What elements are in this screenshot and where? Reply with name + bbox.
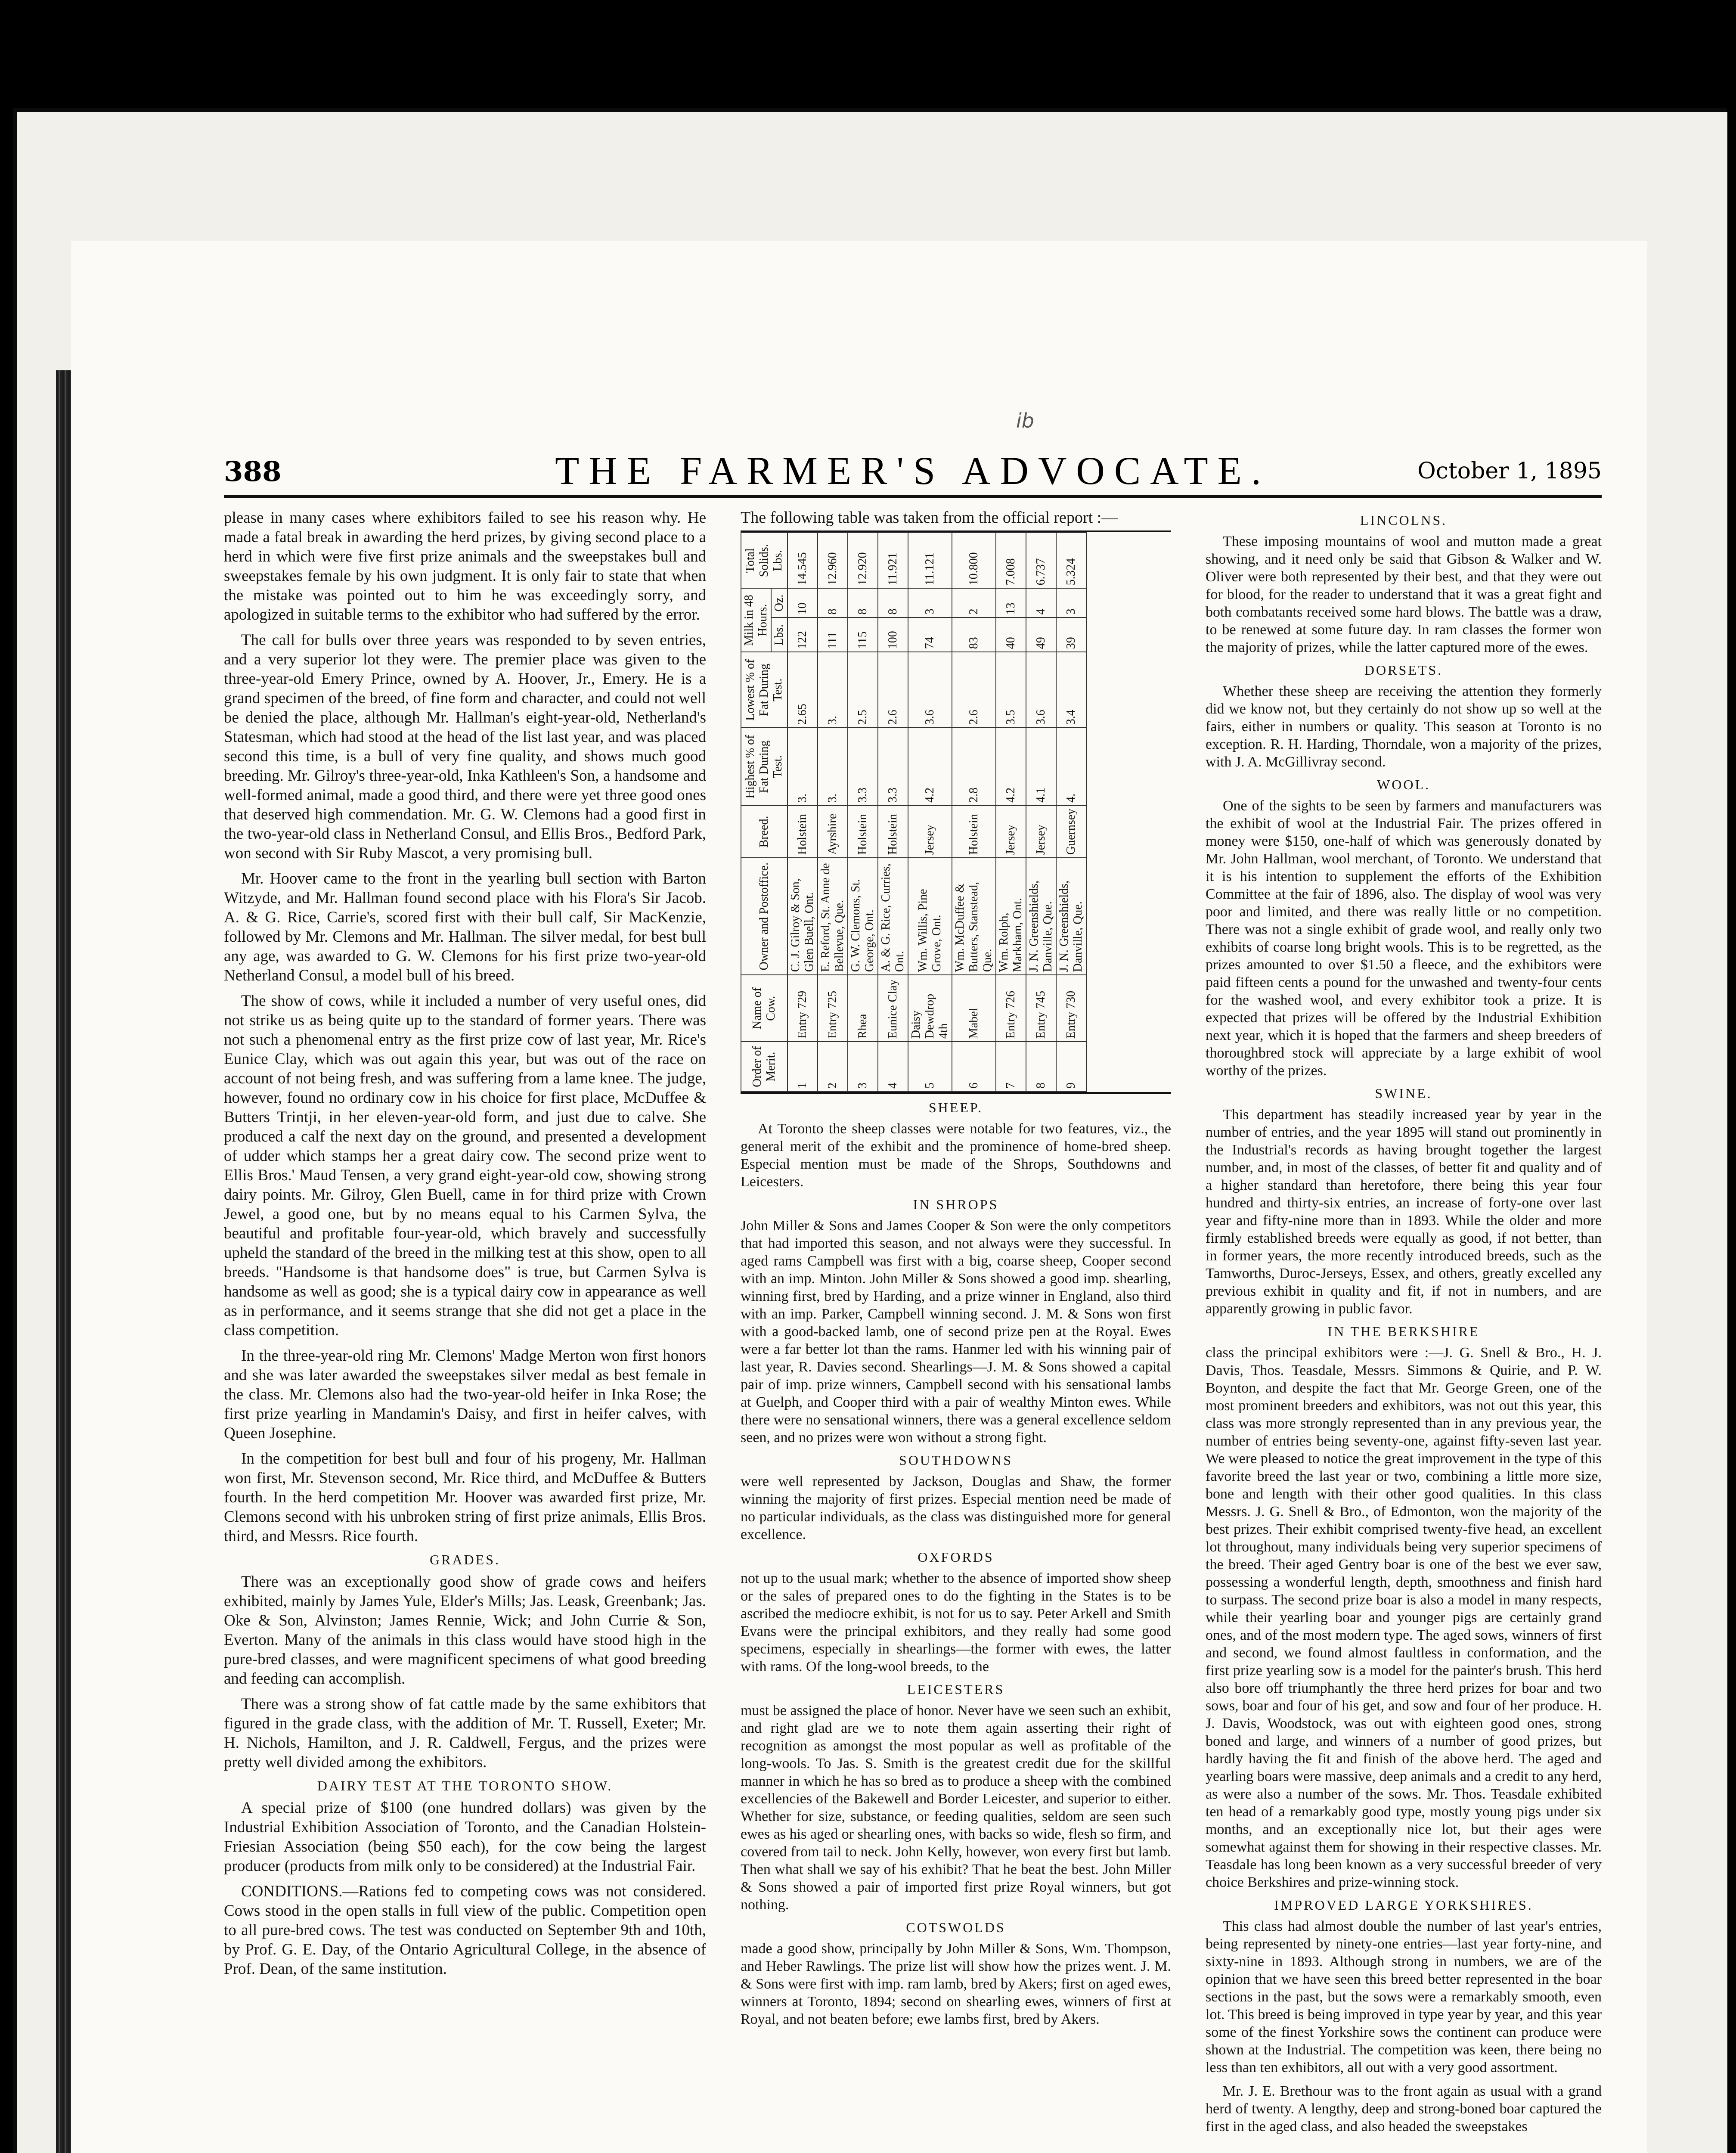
article-paragraph: Mr. Hoover came to the front in the yearling bull section with Barton Witzyde, and Mr. Hallman found second place with his Flora's Sir Jacob. A. & G. Rice, Carrie's, scored first with their bull calf, Sir MacKenzie, followed by Mr. Clemons and Mr. Hallman. The silver medal, for best bull any age, was awarded to G. W. Clemons for his first prize two-year-old Netherland Consul, a model bull of his breed. <box>224 870 706 984</box>
table-cell: 8 <box>1026 1042 1056 1092</box>
column-right <box>1206 508 1602 2141</box>
table-cell: 8 <box>818 588 848 617</box>
article-paragraph: In the competition for best bull and four of his progeny, Mr. Hallman won first, Mr. Stevenson second, Mr. Rice third, and McDuffee & Butters fourth. In the herd competition Mr. Hoover was awarded first prize, Mr. Clemons second with his unbroken string of first prize animals, Ellis Bros. third, and Messrs. Rice fourth. <box>224 1450 706 1545</box>
article-paragraph: The show of cows, while it included a number of very useful ones, did not strike us as being quite up to the standard of former years. There was not such a phenomenal entry as the first prize cow of last year, Mr. Rice's Eunice Clay, which was out again this year, but was out of the race on account of not being fresh, and was suffering from a lame knee. The judge, however, found no ordinary cow in his choice for first place, McDuffee & Butters Trintji, in her eleven-year-old form, and just due to calve. She produced a calf the next day on the ground, and presented a development of udder which stamps her a great dairy cow. The second prize went to Ellis Bros.' Maud Tensen, a very grand eight-year-old cow, showing strong dairy points. Mr. Gilroy, Glen Buell, came in for third prize with Crown Jewel, a good one, but by no means equal to his Carmen Sylva, the beautiful and profitable four-year-old, which bravely and successfully upheld the standard of the breed in the milking test at this show, open to all breeds. "Handsome is that handsome does" is true, but Carmen Sylva is handsome as well as good; she is a typical dairy cow in appearance as well as in performance, and it seems strange that she did not get a place in the class competition. <box>224 992 706 1339</box>
subheading-shrops: IN SHROPS <box>913 1197 999 1212</box>
table-cell: 2.65 <box>787 652 818 728</box>
table-cell: Wm. McDuffee & Butters, Stanstead, Que. <box>952 858 996 975</box>
table-cell: 4.2 <box>996 728 1026 806</box>
table-row <box>848 533 878 1092</box>
table-cell: 11.121 <box>908 533 952 588</box>
table-row <box>1056 533 1086 1092</box>
table-cell: G. W. Clemons, St. George, Ont. <box>848 858 878 975</box>
article-paragraph: were well represented by Jackson, Douglas and Shaw, the former winning the majority of first prizes. Especial mention need be made of no particular individuals, as the class was distinguished more for general excellence. <box>741 1474 1171 1542</box>
table-cell: 6 <box>952 1042 996 1092</box>
subheading-cotswolds: COTSWOLDS <box>906 1920 1006 1935</box>
table-cell: Mabel <box>952 975 996 1042</box>
table-header-cell: Oz. <box>771 588 787 617</box>
table-row <box>787 533 818 1092</box>
table-cell: 5.324 <box>1056 533 1086 588</box>
article-paragraph: This class had almost double the number of last year's entries, being represented by ninety-one entries—last year forty-nine, and sixty-nine in 1893. Although strong in numbers, we are of the opinion that we have seen this breed better represented in the boar sections in the past, but the sows were a remarkably smooth, even lot. This breed is being improved in type year by year, and this year some of the finest Yorkshire sows the continent can produce were shown at the Industrial. The competition was keen, there being no less than ten exhibitors, all out with a very good assortment. <box>1206 1918 1602 2075</box>
table-cell: 9 <box>1056 1042 1086 1092</box>
table-cell: 11.921 <box>878 533 908 588</box>
table-cell: 39 <box>1056 617 1086 652</box>
table-cell: Entry 730 <box>1056 975 1086 1042</box>
table-row <box>818 533 848 1092</box>
table-body <box>787 533 1086 1092</box>
issue-date: October 1, 1895 <box>1417 458 1602 484</box>
table-cell: Wm. Rolph, Markham, Ont. <box>996 858 1026 975</box>
dairy-test-table <box>741 532 1087 1092</box>
article-paragraph: These imposing mountains of wool and mutton made a great showing, and it need only be said that Gibson & Walker and W. Oliver were both represented by their best, and that they were out for blood, for the reader to understand that it was a great fight and both combatants received some hard blows. The battle was a draw, to be renewed at some future day. In ram classes the former won the majority of prizes, while the latter captured more of the ewes. <box>1206 534 1602 655</box>
table-cell: 2 <box>818 1042 848 1092</box>
table-header-cell: Lbs. <box>771 617 787 652</box>
table-cell: 4 <box>1026 588 1056 617</box>
article-paragraph: One of the sights to be seen by farmers and manufacturers was the exhibit of wool at the Industrial Fair. The prizes offered in money were $150, one-half of which was generously donated by Mr. John Hallman, wool merchant, of Toronto. We understand that it is his intention to supplement the efforts of the Exhibition Committee at the fair of 1896, also. The display of wool was very poor and limited, and there was really little or no competition. There was not a single exhibit of grade wool, and really only two exhibits of coarse long bright wools. This is to be regretted, as the prizes amounted to over $1.50 a fleece, and the exhibitors were paid fifteen cents a pound for the unwashed and twenty-four cents for the washed wool, and every exhibitor took a prize. It is expected that prizes will be offered by the Industrial Exhibition next year, which it is hoped that the farmers and sheep breeders of thoroughbred stock will appreciate by a large exhibit of wool worthy of the prizes. <box>1206 798 1602 1079</box>
table-row <box>1026 533 1056 1092</box>
article-paragraph: class the principal exhibitors were :—J. G. Snell & Bro., H. J. Davis, Thos. Teasdale, Messrs. Simmons & Quirie, and P. W. Boynton, and despite the fact that Mr. George Green, one of the most prominent breeders and exhibitors, was not out this year, this class was more strongly represented than in any previous year, the number of entries being seventy-one, against fifty-seven last year. We were pleased to notice the great improvement in the type of this favorite breed the last year or two, combining a little more size, bone and length with their other good qualities. In this class Messrs. J. G. Snell & Bro., of Edmonton, won the majority of the best prizes. Their exhibit comprised twenty-five head, an excellent lot throughout, many individuals being very superior specimens of the breed. Their aged Gentry boar is one of the best we ever saw, possessing a wonderful length, depth, smoothness and finish hard to surpass. The second prize boar is also a model in many respects, while their yearling boar and younger pigs are certainly grand ones, and of the most modern type. The aged sows, winners of first and second, we found almost faultless in conformation, and the first prize yearling sow is a model for the painter's brush. This herd also bore off triumphantly the three herd prizes for boar and two sows, boar and four of his get, and sow and four of her produce. H. J. Davis, Woodstock, was out with eighteen good ones, strong boned and large, and winners of a number of good prizes, but hardly having the fit and finish of the above herd. The aged and yearling boars were massive, deep animals and a credit to any herd, as were also a number of the sows. Mr. Thos. Teasdale exhibited ten head of a remarkably good type, mostly young pigs under six months, and an exceptionally nice lot, but their ages were somewhat against them for showing in their respective classes. Mr. Teasdale has long been known as a very successful breeder of very choice Berkshires and prize-winning stock. <box>1206 1345 1602 1890</box>
table-header-cell: Order of Merit. <box>741 1042 787 1092</box>
table-cell: 3 <box>908 588 952 617</box>
table-cell: 74 <box>908 617 952 652</box>
table-cell: 49 <box>1026 617 1056 652</box>
table-cell: 83 <box>952 617 996 652</box>
section-heading-lincolns: LINCOLNS. <box>1360 512 1448 528</box>
table-cell: 111 <box>818 617 848 652</box>
table-cell: Rhea <box>848 975 878 1042</box>
article-paragraph: John Miller & Sons and James Cooper & Son were the only competitors that had imported this season, and not always were they successful. In aged rams Campbell was first with a big, coarse sheep, Cooper second with an imp. Minton. John Miller & Sons showed a good imp. shearling, winning first, bred by Harding, and a prize winner in England, also third with an imp. Parker, Campbell winning second. J. M. & Sons won first with a good-backed lamb, one of second prize pen at the Royal. Ewes were a far better lot than the rams. Hanmer led with his winning pair of last year, R. Davies second. Shearlings—J. M. & Sons showed a capital pair of imp. prize winners, Campbell second with his sensational lambs at Guelph, and Cooper third with a pair of wealthy Minton ewes. While there were no sensational winners, there was a general excellence seldom seen, and no prizes were won without a strong fight. <box>741 1218 1171 1446</box>
table-cell: 122 <box>787 617 818 652</box>
table-cell: 4. <box>1056 728 1086 806</box>
table-cell: 8 <box>878 588 908 617</box>
table-cell: Eunice Clay <box>878 975 908 1042</box>
table-cell: Holstein <box>952 806 996 858</box>
table-cell: 3.4 <box>1056 652 1086 728</box>
table-header-cell: Highest % of Fat During Test. <box>741 728 787 806</box>
film-border-top <box>0 0 1736 108</box>
table-cell: Entry 726 <box>996 975 1026 1042</box>
table-cell: 3 <box>1056 588 1086 617</box>
article-paragraph: Mr. J. E. Brethour was to the front again as usual with a grand herd of twenty. A lengthy, deep and strong-boned boar captured the first in the aged class, and also headed the sweepstakes <box>1206 2083 1602 2134</box>
table-cell: 6.737 <box>1026 533 1056 588</box>
table-cell: 4.2 <box>908 728 952 806</box>
table-header-cell: Breed. <box>741 806 787 858</box>
article-paragraph: This department has steadily increased year by year in the number of entries, and the year 1895 will stand out prominently in the Industrial's records as having brought together the largest number, and, in most of the classes, of better fit and quality and of a higher standard than heretofore, there being this year four hundred and thirty-six entries, an increase of forty-one over last year and fifty-nine more than in 1893. While the older and more firmly established breeds were equally as good, if not better, than in former years, the more recently introduced breeds, such as the Tamworths, Duroc-Jerseys, Essex, and others, greatly excelled any previous exhibit in quality and fit, if not in numbers, and are apparently growing in public favor. <box>1206 1107 1602 1317</box>
article-paragraph: Whether these sheep are receiving the attention they formerly did we know not, but they certainly do not show up so well at the fairs, either in numbers or quality. This season at Toronto is no exception. R. H. Harding, Thorndale, won a majority of the prizes, with J. A. McGillivray second. <box>1206 683 1602 770</box>
table-cell: 3 <box>848 1042 878 1092</box>
table-row <box>908 533 952 1092</box>
table-header-cell: Total Solids. Lbs. <box>741 533 787 588</box>
table-cell: Wm. Willis, Pine Grove, Ont. <box>908 858 952 975</box>
section-heading-sheep: SHEEP. <box>928 1100 983 1115</box>
table-cell: 7.008 <box>996 533 1026 588</box>
subheading-oxfords: OXFORDS <box>918 1549 994 1565</box>
article-paragraph: CONDITIONS.—Rations fed to competing cows was not considered. Cows stood in the open stalls in full view of the public. Competition open to all pure-bred cows. The test was conducted on September 9th and 10th, by Prof. G. E. Day, of the Ontario Agricultural College, in the absence of Prof. Dean, of the same institution. <box>224 1883 706 1978</box>
table-cell: Entry 729 <box>787 975 818 1042</box>
table-cell: 3.5 <box>996 652 1026 728</box>
article-paragraph: not up to the usual mark; whether to the absence of imported show sheep or the sales of prepared ones to do the fighting in the States is to be ascribed the mediocre exhibit, is not for us to say. Peter Arkell and Smith Evans were the principal exhibitors, and they really had some good specimens, especially in shearlings—the former with ewes, the latter with rams. Of the long-wool breeds, to the <box>741 1570 1171 1675</box>
table-cell: 14.545 <box>787 533 818 588</box>
table-cell: Guernsey <box>1056 806 1086 858</box>
section-heading-dorsets: DORSETS. <box>1364 662 1443 678</box>
table-row <box>952 533 996 1092</box>
table-cell: 1 <box>787 1042 818 1092</box>
section-heading-dairy-test: DAIRY TEST AT THE TORONTO SHOW. <box>317 1778 613 1793</box>
pencil-mark: ib <box>1016 409 1034 432</box>
subheading-yorkshires: IMPROVED LARGE YORKSHIRES. <box>1274 1897 1533 1913</box>
table-cell: C. J. Gilroy & Son, Glen Buell, Ont. <box>787 858 818 975</box>
table-cell: 7 <box>996 1042 1026 1092</box>
article-paragraph: must be assigned the place of honor. Never have we seen such an exhibit, and right glad are we to note them again asserting their right of recognition as amongst the most popular as well as profitable of the long-wools. To Jas. S. Smith is the greatest credit due for the skillful manner in which he has so bred as to produce a sheep with the combined excellencies of the Bakewell and Border Leicester, and superior to either. Whether for size, substance, or feeding qualities, seldom are seen such ewes as his aged or shearling ones, with backs so wide, flesh so firm, and covered from tail to neck. John Kelly, however, won every first but lamb. Then what shall we say of his exhibit? That he beat the best. John Miller & Sons showed a pair of imported first prize Royal winners, but got nothing. <box>741 1703 1171 1913</box>
table-header-cell: Milk in 48 Hours. <box>741 588 771 652</box>
table-cell: J. N. Greenshields, Danville, Que. <box>1056 858 1086 975</box>
page-header <box>224 448 1602 498</box>
table-header-cell: Lowest % of Fat During Test. <box>741 652 787 728</box>
table-cell: 3. <box>818 652 848 728</box>
table-cell: Daisy Dewdrop 4th <box>908 975 952 1042</box>
article-paragraph: There was a strong show of fat cattle made by the same exhibitors that figured in the grade class, with the addition of Mr. T. Russell, Exeter; Mr. H. Nichols, Hamilton, and J. R. Caldwell, Fergus, and the prizes were pretty well divided among the exhibitors. <box>224 1695 706 1771</box>
section-heading-wool: WOOL. <box>1377 777 1430 792</box>
article-paragraph: please in many cases where exhibitors failed to see his reason why. He made a fatal break in awarding the herd prizes, by giving second place to a herd in which were five first prize animals and the sweepstakes bull and sweepstakes female by his own judgment. It is only fair to state that when the mistake was pointed out to him he was exceedingly sorry, and apologized in suitable terms to the exhibitor who had suffered by the error. <box>224 509 706 624</box>
table-cell: 10 <box>787 588 818 617</box>
article-paragraph: made a good show, principally by John Miller & Sons, Wm. Thompson, and Heber Rawlings. The prize list will show how the prizes went. J. M. & Sons were first with imp. ram lamb, bred by Akers; first on aged ewes, winners at Toronto, 1894; second on shearling ewes, winners of first at Royal, and not beaten before; ewe lambs first, bred by Akers. <box>741 1941 1171 2027</box>
table-cell: 2 <box>952 588 996 617</box>
article-paragraph: At Toronto the sheep classes were notable for two features, viz., the general merit of the exhibit and the prominence of home-bred sheep. Especial mention must be made of the Shrops, Southdowns and Leicesters. <box>741 1121 1171 1190</box>
subheading-berkshire: IN THE BERKSHIRE <box>1327 1324 1480 1339</box>
table-cell: A. & G. Rice, Curries, Ont. <box>878 858 908 975</box>
table-header-cell: Owner and Postoffice. <box>741 858 787 975</box>
article-paragraph: In the three-year-old ring Mr. Clemons' Madge Merton won first honors and she was later awarded the sweepstakes silver medal as best female in the class. Mr. Clemons also had the two-year-old heifer in Inka Rose; the first prize yearling in Mandamin's Daisy, and first in heifer calves, with Queen Josephine. <box>224 1347 706 1442</box>
table-cell: 40 <box>996 617 1026 652</box>
table-cell: 2.6 <box>878 652 908 728</box>
table-row <box>996 533 1026 1092</box>
table-cell: 10.800 <box>952 533 996 588</box>
dairy-test-table-rotated <box>741 532 1171 1092</box>
section-heading-grades: GRADES. <box>429 1552 500 1567</box>
table-intro: The following table was taken from the official report :— <box>741 509 1118 527</box>
section-heading-swine: SWINE. <box>1375 1086 1432 1101</box>
table-cell: 12.960 <box>818 533 848 588</box>
article-paragraph: The call for bulls over three years was responded to by seven entries, and a very superior lot they were. The premier place was given to the three-year-old Emery Prince, owned by A. Hoover, Jr., Emery. He is a grand specimen of the breed, of fine form and character, and could not well be denied the place, although Mr. Hallman's eight-year-old, Netherland's Statesman, which had stood at the head of the list last year, and was placed second this time, is a bull of very fine quality, and shows much good breeding. Mr. Gilroy's three-year-old, Inka Kathleen's Son, a handsome and well-formed animal, made a good third, and there were yet three good ones that deserved high commendation. Mr. G. W. Clemons had a good first in the two-year-old class in Netherland Consul, and Ellis Bros., Bedford Park, won second with Sir Ruby Mascot, a very promising bull. <box>224 631 706 862</box>
column-middle <box>741 508 1171 2034</box>
table-cell: 3. <box>818 728 848 806</box>
table-cell: Holstein <box>878 806 908 858</box>
table-header-row <box>741 533 771 1092</box>
table-cell: 4.1 <box>1026 728 1056 806</box>
column-left <box>224 508 706 1985</box>
table-cell: 8 <box>848 588 878 617</box>
table-cell: 100 <box>878 617 908 652</box>
table-cell: 13 <box>996 588 1026 617</box>
table-cell: 3.3 <box>848 728 878 806</box>
table-cell: Holstein <box>787 806 818 858</box>
article-paragraph: A special prize of $100 (one hundred dollars) was given by the Industrial Exhibition Association of Toronto, and the Canadian Holstein-Friesian Association (being $50 each), for the cow being the largest producer (products from milk only to be considered) at the Industrial Fair. <box>224 1799 706 1875</box>
table-cell: 12.920 <box>848 533 878 588</box>
table-cell: J. N. Greenshields, Danville, Que. <box>1026 858 1056 975</box>
page-number: 388 <box>224 456 282 488</box>
table-cell: 115 <box>848 617 878 652</box>
table-cell: 2.8 <box>952 728 996 806</box>
table-cell: Jersey <box>908 806 952 858</box>
table-cell: E. Reford, St. Anne de Bellevue, Que. <box>818 858 848 975</box>
dairy-test-table-frame <box>741 530 1171 1094</box>
table-cell: 3.6 <box>908 652 952 728</box>
table-cell: Holstein <box>848 806 878 858</box>
table-cell: Jersey <box>996 806 1026 858</box>
table-cell: 2.5 <box>848 652 878 728</box>
table-cell: 4 <box>878 1042 908 1092</box>
table-cell: 3.3 <box>878 728 908 806</box>
article-paragraph: There was an exceptionally good show of grade cows and heifers exhibited, mainly by James Yule, Elder's Mills; Jas. Leask, Greenbank; Jas. Oke & Son, Alvinston; James Rennie, Wick; and John Currie & Son, Everton. Many of the animals in this class would have stood high in the pure-bred classes, and were magnificent specimens of what good breeding and feeding can accomplish. <box>224 1573 706 1688</box>
table-cell: Entry 745 <box>1026 975 1056 1042</box>
subheading-southdowns: SOUTHDOWNS <box>899 1452 1013 1468</box>
table-cell: 5 <box>908 1042 952 1092</box>
masthead-title: THE FARMER'S ADVOCATE. <box>555 449 1271 493</box>
table-header-cell: Name of Cow. <box>741 975 787 1042</box>
table-cell: Ayrshire <box>818 806 848 858</box>
subheading-leicesters: LEICESTERS <box>907 1681 1005 1697</box>
table-cell: 2.6 <box>952 652 996 728</box>
table-cell: 3. <box>787 728 818 806</box>
table-cell: Jersey <box>1026 806 1056 858</box>
table-cell: Entry 725 <box>818 975 848 1042</box>
table-row <box>878 533 908 1092</box>
table-cell: 3.6 <box>1026 652 1056 728</box>
